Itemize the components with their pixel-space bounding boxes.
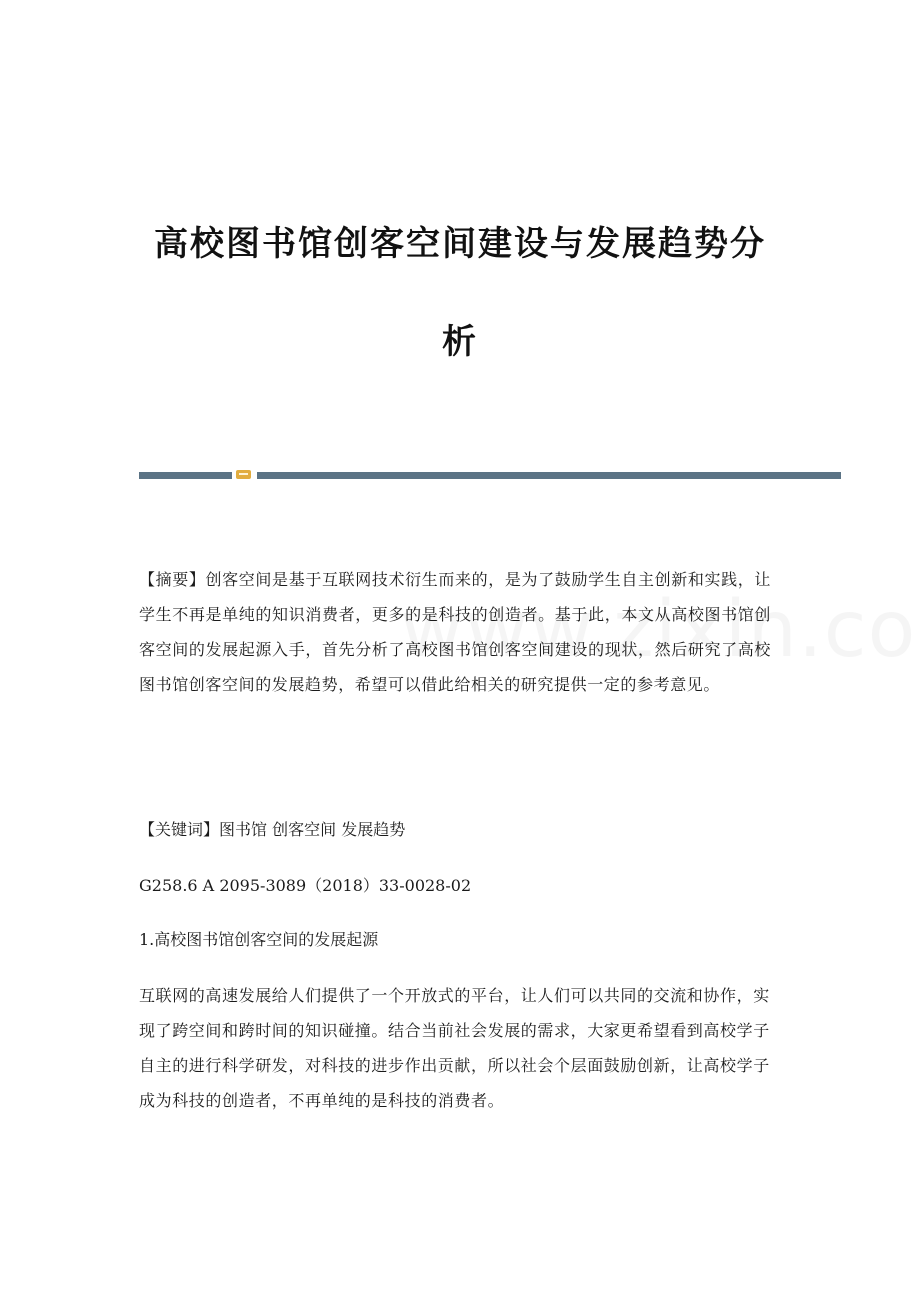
divider-bar-right	[257, 472, 841, 479]
document-title-line-1: 高校图书馆创客空间建设与发展趋势分	[154, 224, 766, 264]
keywords-label: 【关键词】	[139, 820, 220, 839]
divider-marker-icon	[236, 470, 251, 479]
section-heading: 1.高校图书馆创客空间的发展起源	[139, 930, 379, 949]
section-paragraph: 互联网的高速发展给人们提供了一个开放式的平台，让人们可以共同的交流和协作，实现了跨空间和跨时间的知识碰撞。结合当前社会发展的需求，大家更希望看到高校学子自主的进行科学研发，对科技的进步作出贡献，所以社会个层面鼓励创新，让高校学子成为科技的创造者，不再单纯的是科技的消费者。	[139, 986, 770, 1110]
document-title-line-2: 析	[442, 322, 478, 362]
keywords	[139, 812, 771, 847]
divider-bar-left	[139, 472, 232, 479]
classification-code: G258.6 A 2095-3089（2018）33-0028-02	[139, 876, 472, 895]
abstract-text: 创客空间是基于互联网技术衍生而来的，是为了鼓励学生自主创新和实践，让学生不再是单纯的知识消费者，更多的是科技的创造者。基于此，本文从高校图书馆创客空间的发展起源入手，首先分析了高校图书馆创客空间建设的现状，然后研究了高校图书馆创客空间的发展趋势，希望可以借此给相关的研究提供一定的参考意见。	[139, 570, 771, 694]
abstract-label: 【摘要】	[139, 570, 206, 589]
keywords-text: 图书馆 创客空间 发展趋势	[219, 820, 406, 839]
abstract	[139, 562, 771, 702]
title-divider	[139, 470, 841, 479]
